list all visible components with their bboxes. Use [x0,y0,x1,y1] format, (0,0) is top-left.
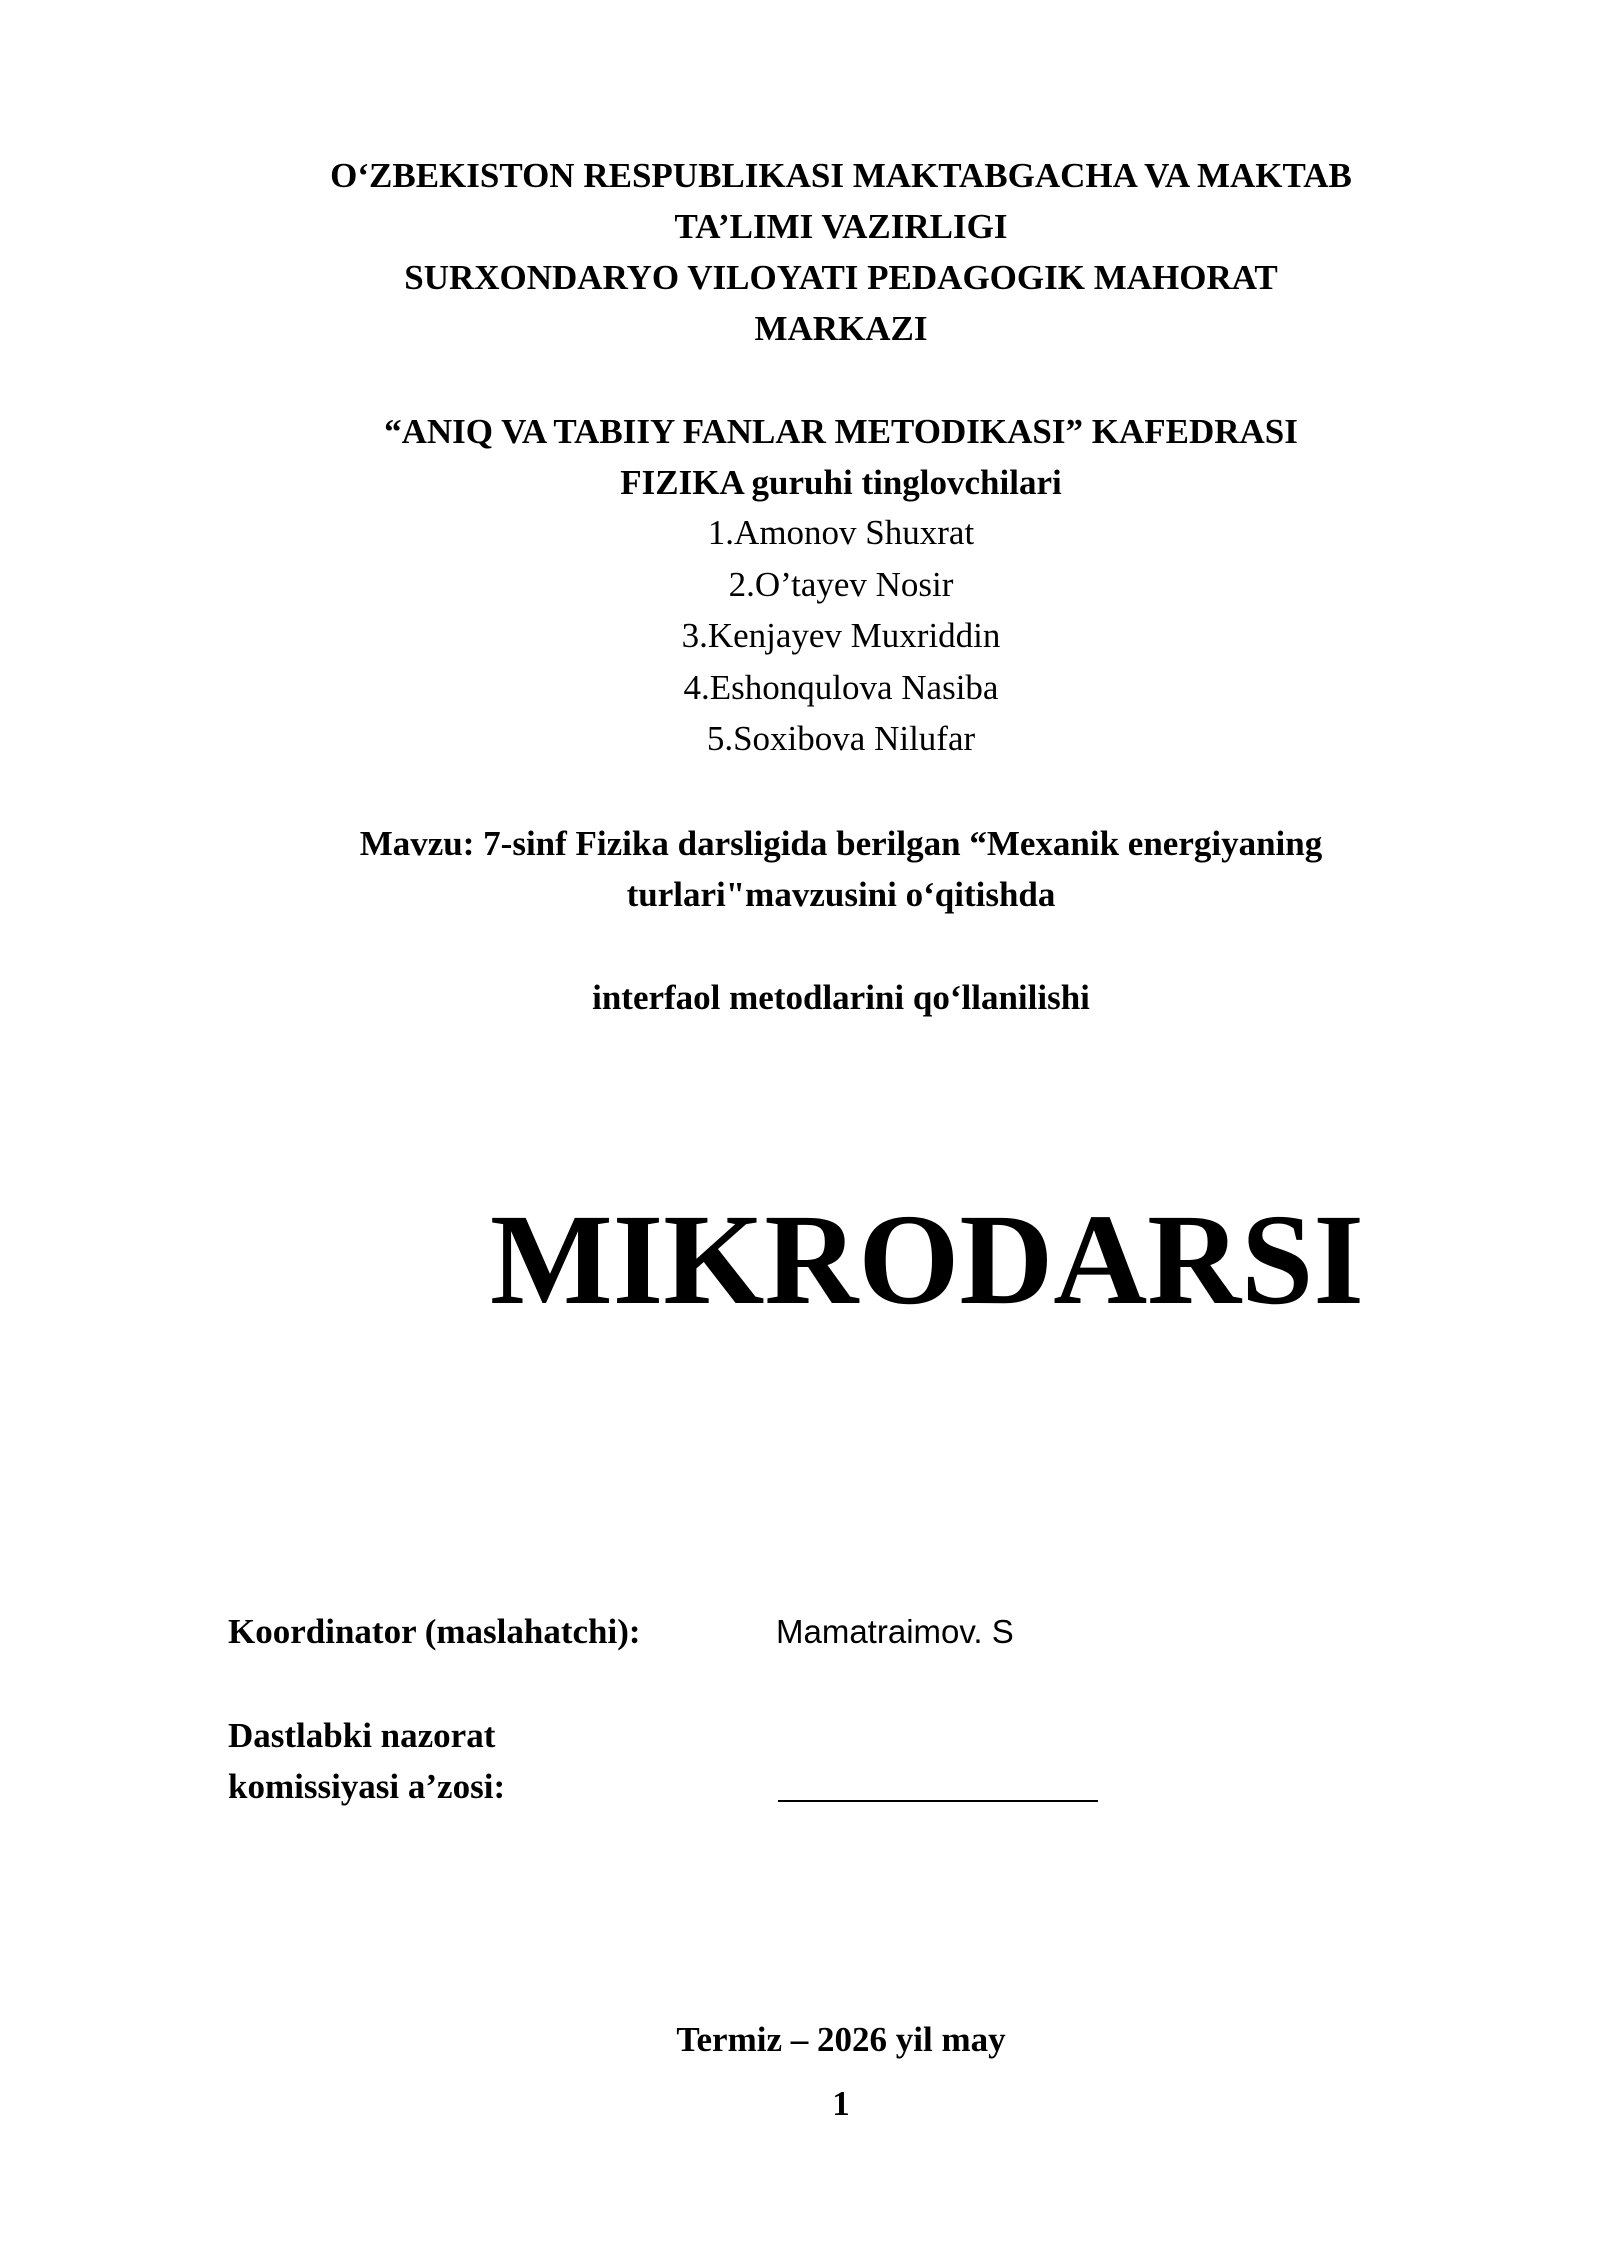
place-date: Termiz – 2026 yil may [676,2020,1006,2059]
list-item: 2.O’tayev Nosir [728,564,954,604]
list-item: 5.Soxibova Nilufar [706,719,976,758]
ministry-header [0,150,1600,354]
ministry-line-2: TA’LIMI VAZIRLIGI [674,207,1008,246]
department-header [0,406,1600,508]
page-number: 1 [832,2084,850,2123]
list-item: 1.Amonov Shuxrat [707,513,975,552]
signature-line [778,1800,1098,1802]
committee-label [228,1710,505,1812]
list-item: 4.Eshonqulova Nasiba [683,667,999,707]
members-list [0,507,1600,765]
document-title: MIKRODARSI [490,1188,1364,1332]
coordinator-label: Koordinator (maslahatchi): [228,1612,641,1651]
committee-label-line-1: Dastlabki nazorat [228,1716,496,1755]
committee-label-line-2: komissiyasi a’zosi: [228,1767,506,1806]
topic-block [0,818,1600,920]
topic-line-2: turlari"mavzusini o‘qitishda [626,875,1056,914]
ministry-line-3: SURXONDARYO VILOYATI PEDAGOGIK MAHORAT [404,258,1278,297]
coordinator-name: Mamatraimov. S [776,1613,1014,1650]
topic-subtitle [0,972,1600,1023]
department-name: “ANIQ VA TABIIY FANLAR METODIKASI” KAFEDRASI [384,412,1298,451]
topic-line-1: Mavzu: 7-sinf Fizika darsligida berilgan “Mexanik energiyaning [359,824,1323,863]
ministry-line-1: O‘ZBEKISTON RESPUBLIKASI MAKTABGACHA VA MAKTAB [330,156,1352,195]
group-label: FIZIKA guruhi tinglovchilari [620,463,1062,502]
list-item: 3.Kenjayev Muxriddin [681,616,1001,655]
ministry-line-4: MARKAZI [754,309,928,348]
topic-line-3: interfaol metodlarini qo‘llanilishi [592,978,1090,1017]
